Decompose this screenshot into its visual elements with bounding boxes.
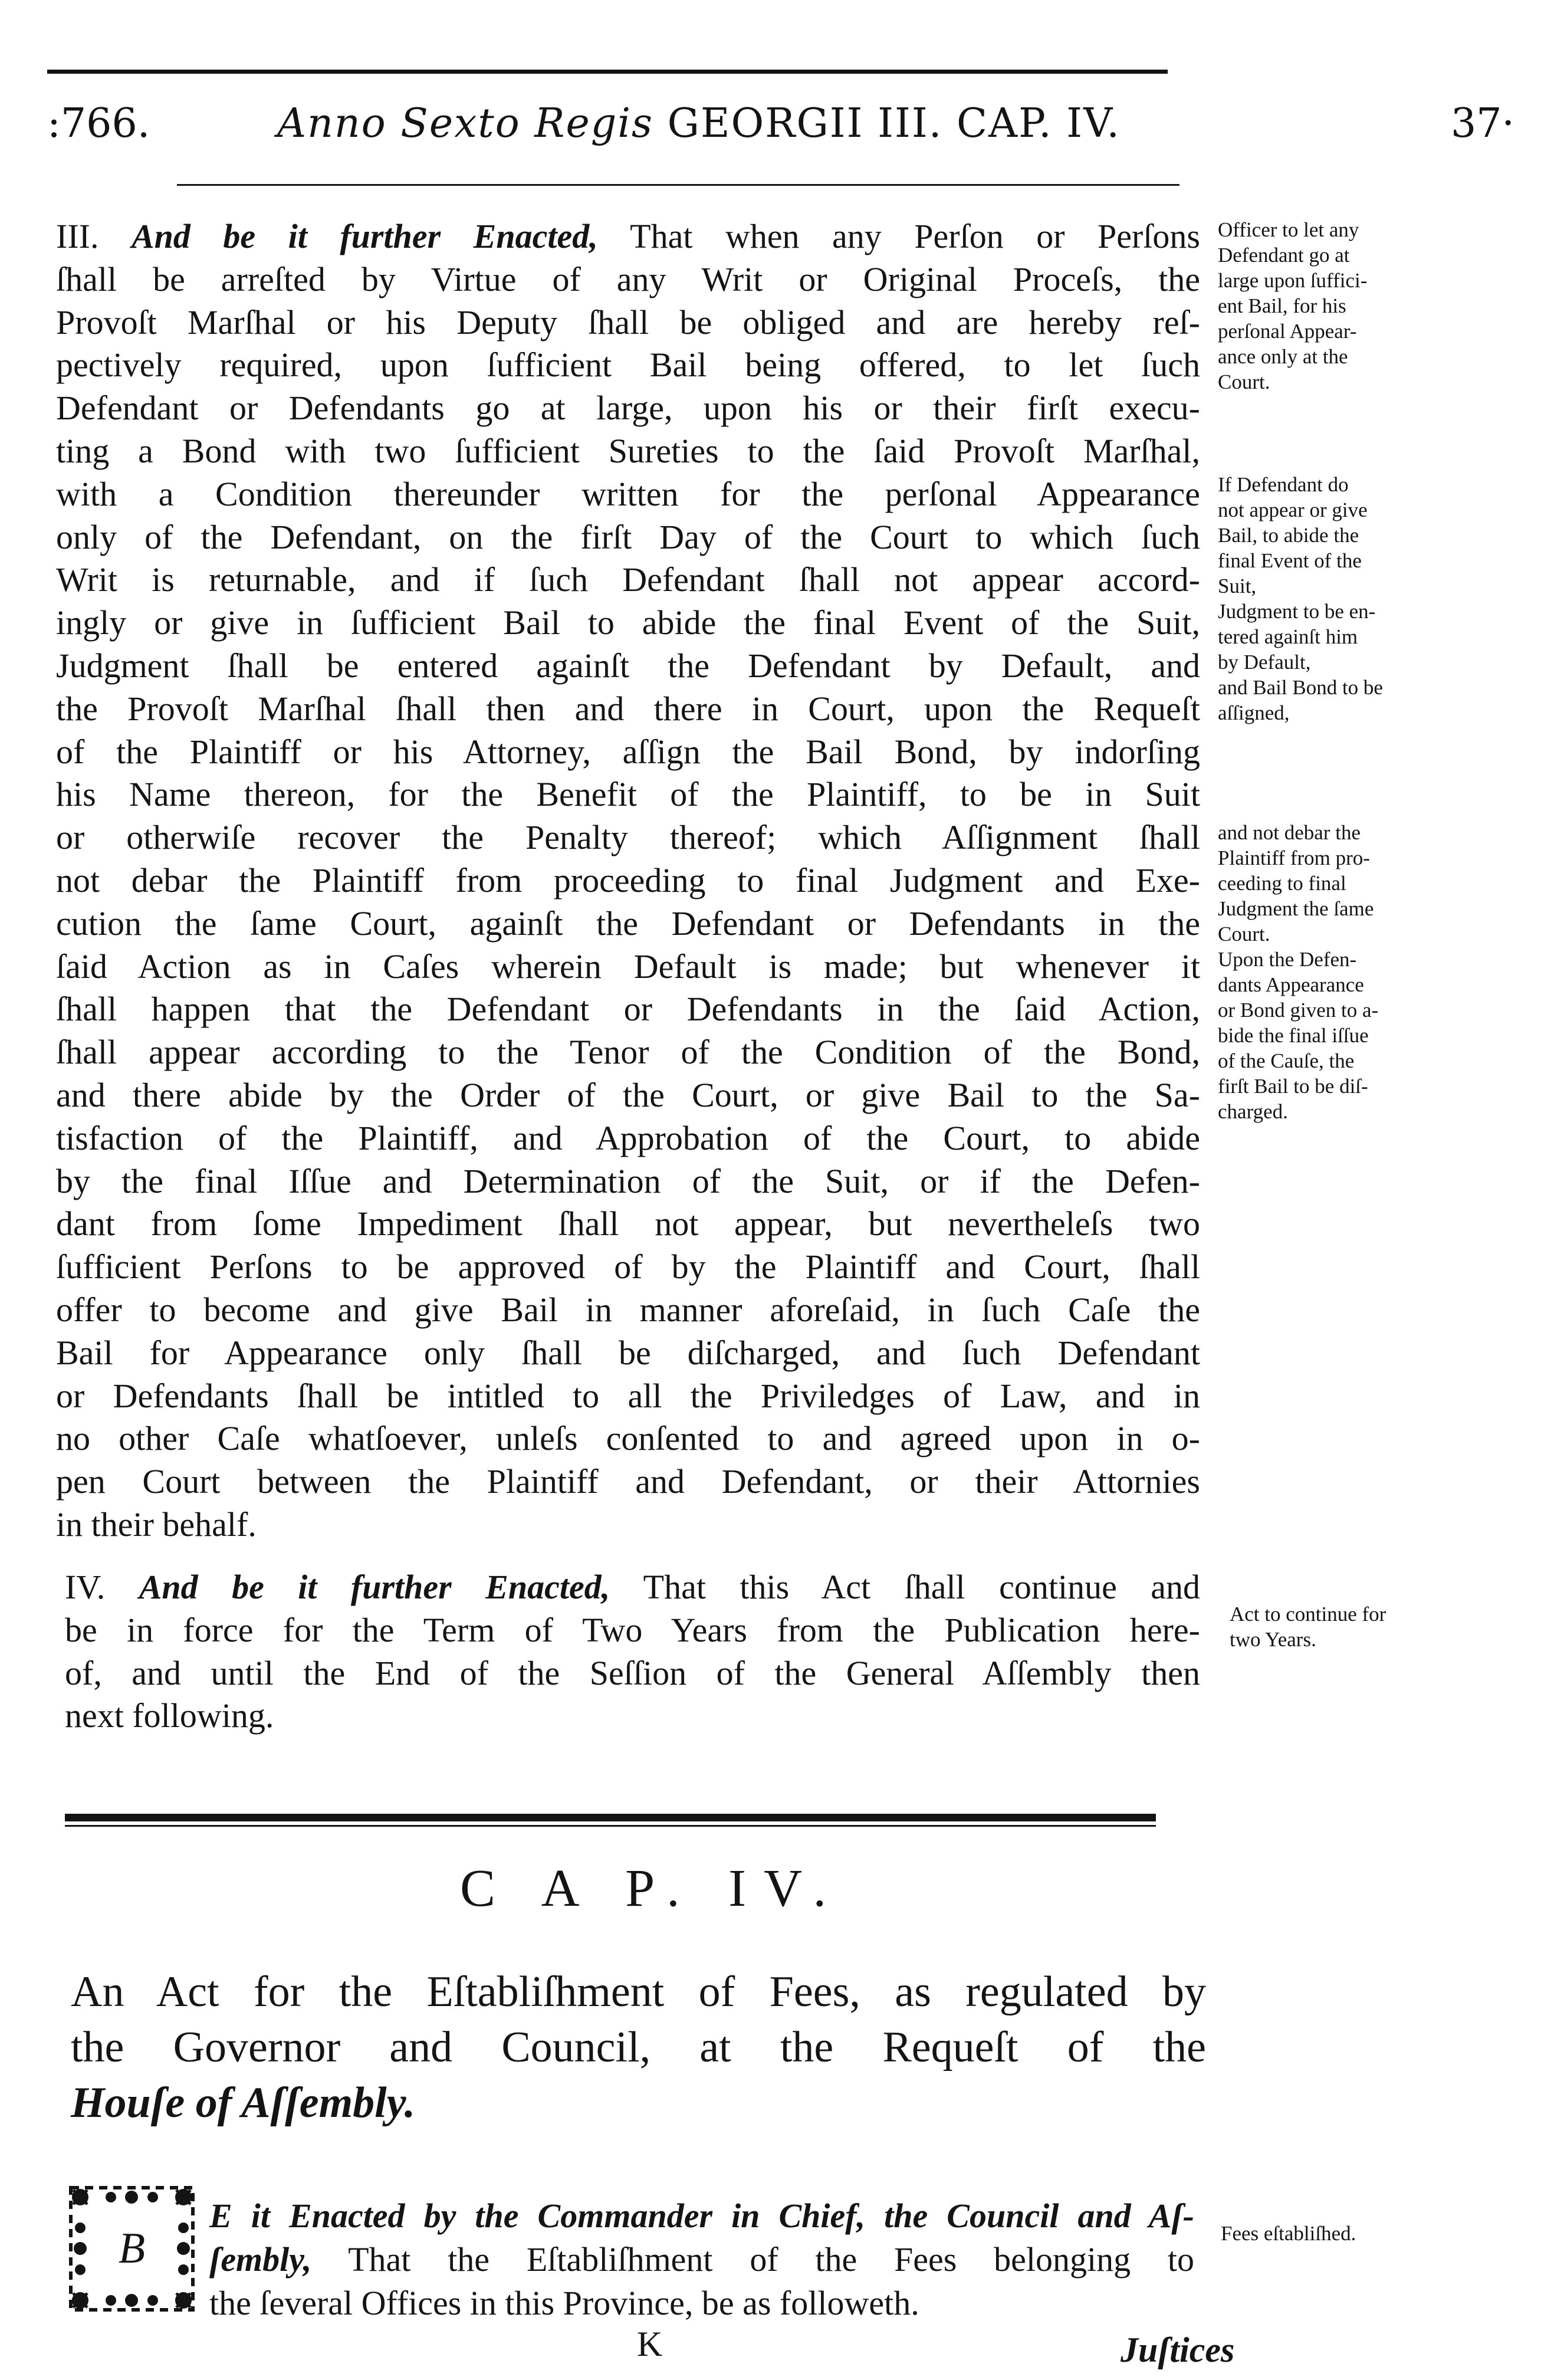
margin-note-line: final Event of the xyxy=(1218,549,1362,572)
section-iii-line: by the final Iſſue and Determination of the Suit, or if the Defen- xyxy=(56,1161,1200,1200)
margin-note-line: Suit, xyxy=(1218,575,1257,598)
margin-note-not-debar xyxy=(1218,820,1374,947)
act-title-line: the Governor and Council, at the Requeſt of the xyxy=(71,2023,1206,2072)
section-iv-line: be in force for the Term of Two Years from the Publication here- xyxy=(65,1610,1200,1649)
section-iii-line: pectively required, upon ſufficient Bail being offered, to let ſuch xyxy=(56,346,1200,385)
margin-note-line: Judgment to be en- xyxy=(1218,600,1376,623)
section-lead: And be it further Enacted, xyxy=(131,217,598,255)
margin-note-line: dants Appearance xyxy=(1218,973,1364,996)
margin-note-line: ent Bail, for his xyxy=(1218,294,1346,317)
section-iii-line: Defendant or Defendants go at large, upon his or their firſt execu- xyxy=(56,389,1200,428)
margin-note-line: Court. xyxy=(1218,370,1270,393)
margin-note-line: Judgment the ſame xyxy=(1218,897,1374,920)
margin-note-line: ceeding to final xyxy=(1218,872,1346,895)
margin-note-line: bide the final iſſue xyxy=(1218,1024,1369,1047)
section-iii-line xyxy=(56,215,1200,258)
section-iii-line: ingly or give in ſufficient Bail to abide the final Event of the Suit, xyxy=(56,603,1200,642)
running-title-rest: GEORGII III. CAP. IV. xyxy=(667,100,1121,147)
margin-note-line: large upon ſuffici- xyxy=(1218,269,1368,292)
enactment-line-2-italic: ſembly, xyxy=(209,2240,312,2279)
section-iii-line: ting a Bond with two ſufficient Sureties to the ſaid Provoſt Marſhal, xyxy=(56,431,1200,470)
section-iii-line: Writ is returnable, and if ſuch Defendant ſhall not appear accord- xyxy=(56,560,1200,599)
margin-note-line: and not debar the xyxy=(1218,821,1361,844)
section-iii-line: ſhall be arreſted by Virtue of any Writ or Original Proceſs, the xyxy=(56,260,1200,298)
enactment-text xyxy=(209,2194,1194,2325)
catchword: Juſtices xyxy=(1121,2330,1235,2369)
enactment-line-2-rest: That the Eſtabliſhment of the Fees belonging to xyxy=(348,2240,1194,2279)
section-iii-line: cution the ſame Court, againſt the Defendant or Defendants in the xyxy=(56,904,1200,943)
section-iii-line: ſufficient Perſons to be approved of by the Plaintiff and Court, ſhall xyxy=(56,1248,1200,1286)
act-title-line: An Act for the Eſtabliſhment of Fees, as regulated by xyxy=(71,1968,1206,2016)
section-iv-text xyxy=(65,1566,1200,1738)
margin-note-continuance xyxy=(1230,1601,1386,1652)
margin-note-fees xyxy=(1221,2221,1356,2246)
ornamental-drop-cap xyxy=(68,2185,195,2312)
section-iii-line: Judgment ſhall be entered againſt the Defendant by Default, and xyxy=(56,646,1200,685)
section-number: IV. xyxy=(65,1568,106,1606)
section-iii-line: of the Plaintiff or his Attorney, aſſign the Bail Bond, by indorſing xyxy=(56,732,1200,771)
section-iii-line: pen Court between the Plaintiff and Defendant, or their Attornies xyxy=(56,1462,1200,1501)
page-number: 37· xyxy=(1451,100,1515,147)
section-iii-line: with a Condition thereunder written for the perſonal Appearance xyxy=(56,474,1200,513)
margin-note-line: Officer to let any xyxy=(1218,218,1359,241)
margin-note-line: Fees eſtabliſhed. xyxy=(1221,2222,1356,2245)
act-title-line: Houſe of Aſſembly. xyxy=(71,2079,416,2127)
cap-heading: C A P. IV. xyxy=(460,1859,845,1918)
margin-note-line: Bail, to abide the xyxy=(1218,524,1359,547)
header-bottom-rule xyxy=(177,184,1179,186)
margin-note-line: perſonal Appear- xyxy=(1218,320,1357,343)
section-iii-line: in their behalf. xyxy=(56,1505,257,1544)
section-iii-line: no other Caſe whatſoever, unleſs conſented to and agreed upon in o- xyxy=(56,1419,1200,1458)
margin-note-line: Upon the Defen- xyxy=(1218,948,1357,971)
enactment-line-3: the ſeveral Offices in this Province, be as followeth. xyxy=(209,2284,919,2322)
margin-note-bail xyxy=(1218,217,1367,395)
margin-note-line: Court. xyxy=(1218,923,1270,946)
section-iii-line: and there abide by the Order of the Court, or give Bail to the Sa- xyxy=(56,1075,1200,1114)
section-iii-line: tisfaction of the Plaintiff, and Approbation of the Court, to abide xyxy=(56,1118,1200,1157)
margin-note-line: charged. xyxy=(1218,1100,1288,1123)
section-iii-line: his Name thereon, for the Benefit of the Plaintiff, to be in Suit xyxy=(56,775,1200,814)
margin-note-line: Defendant go at xyxy=(1218,244,1350,267)
margin-note-line: by Default, xyxy=(1218,651,1311,674)
margin-note-line: ance only at the xyxy=(1218,345,1348,368)
section-iii-line: the Provoſt Marſhal ſhall then and there in Court, upon the Requeſt xyxy=(56,689,1200,728)
section-iii-line: Provoſt Marſhal or his Deputy ſhall be obliged and are hereby reſ- xyxy=(56,303,1200,342)
margin-note-line: not appear or give xyxy=(1218,498,1368,521)
section-lead: And be it further Enacted, xyxy=(139,1568,610,1606)
section-iv-line: next following. xyxy=(65,1696,274,1735)
margin-note-line: tered againſt him xyxy=(1218,625,1358,648)
enactment-line-2 xyxy=(209,2238,1194,2281)
section-iii-line: dant from ſome Impediment ſhall not appear, but nevertheleſs two xyxy=(56,1204,1200,1243)
header-top-rule xyxy=(47,70,1168,74)
section-iii-line: only of the Defendant, on the firſt Day of the Court to which ſuch xyxy=(56,517,1200,556)
section-iv-line xyxy=(65,1566,1200,1609)
margin-note-appearance xyxy=(1218,947,1378,1124)
header-year: :766. xyxy=(47,100,150,147)
section-iv-line-text: That this Act ſhall continue and xyxy=(643,1568,1201,1606)
section-iii-line: Bail for Appearance only ſhall be diſcharged, and ſuch Defendant xyxy=(56,1333,1200,1372)
running-title xyxy=(277,100,1121,147)
section-iv-line: of, and until the End of the Seſſion of the General Aſſembly then xyxy=(65,1653,1200,1692)
section-number: III. xyxy=(56,217,99,255)
act-title xyxy=(71,1964,1206,2130)
section-iii-line: ſaid Action as in Caſes wherein Default is made; but whenever it xyxy=(56,947,1200,986)
margin-note-line: firſt Bail to be diſ- xyxy=(1218,1075,1368,1098)
section-iii-line: ſhall appear according to the Tenor of the Condition of the Bond, xyxy=(56,1033,1200,1072)
section-iii-line: not debar the Plaintiff from proceeding to final Judgment and Exe- xyxy=(56,861,1200,900)
margin-note-line: two Years. xyxy=(1230,1628,1316,1651)
margin-note-line: and Bail Bond to be xyxy=(1218,676,1383,699)
margin-note-line: Plaintiff from pro- xyxy=(1218,846,1370,869)
section-iii-line: or otherwiſe recover the Penalty thereof; which Aſſignment ſhall xyxy=(56,818,1200,857)
section-iii-line-text: That when any Perſon or Perſons xyxy=(630,217,1201,255)
section-iii-text xyxy=(56,215,1200,1547)
margin-note-line: Act to continue for xyxy=(1230,1603,1386,1626)
margin-note-line: of the Cauſe, the xyxy=(1218,1049,1355,1072)
section-iii-line: ſhall happen that the Defendant or Defendants in the ſaid Action, xyxy=(56,990,1200,1029)
enactment-line-1 xyxy=(209,2194,1194,2238)
margin-note-line: If Defendant do xyxy=(1218,473,1349,496)
section-separator-thin xyxy=(65,1825,1156,1827)
margin-note-default xyxy=(1218,472,1383,726)
enactment-line-1-italic: E it Enacted by the Commander in Chief, the Council and Aſ- xyxy=(209,2197,1194,2235)
running-title-italic: Anno Sexto Regis xyxy=(277,100,653,147)
margin-note-line: or Bond given to a- xyxy=(1218,999,1379,1022)
drop-cap-letter: B xyxy=(118,2224,146,2273)
section-separator-thick xyxy=(65,1814,1156,1821)
section-iii-line: offer to become and give Bail in manner aforeſaid, in ſuch Caſe the xyxy=(56,1290,1200,1329)
section-iii-line: or Defendants ſhall be intitled to all the Priviledges of Law, and in xyxy=(56,1376,1200,1415)
signature-mark: K xyxy=(637,2325,663,2363)
margin-note-line: aſſigned, xyxy=(1218,701,1290,724)
